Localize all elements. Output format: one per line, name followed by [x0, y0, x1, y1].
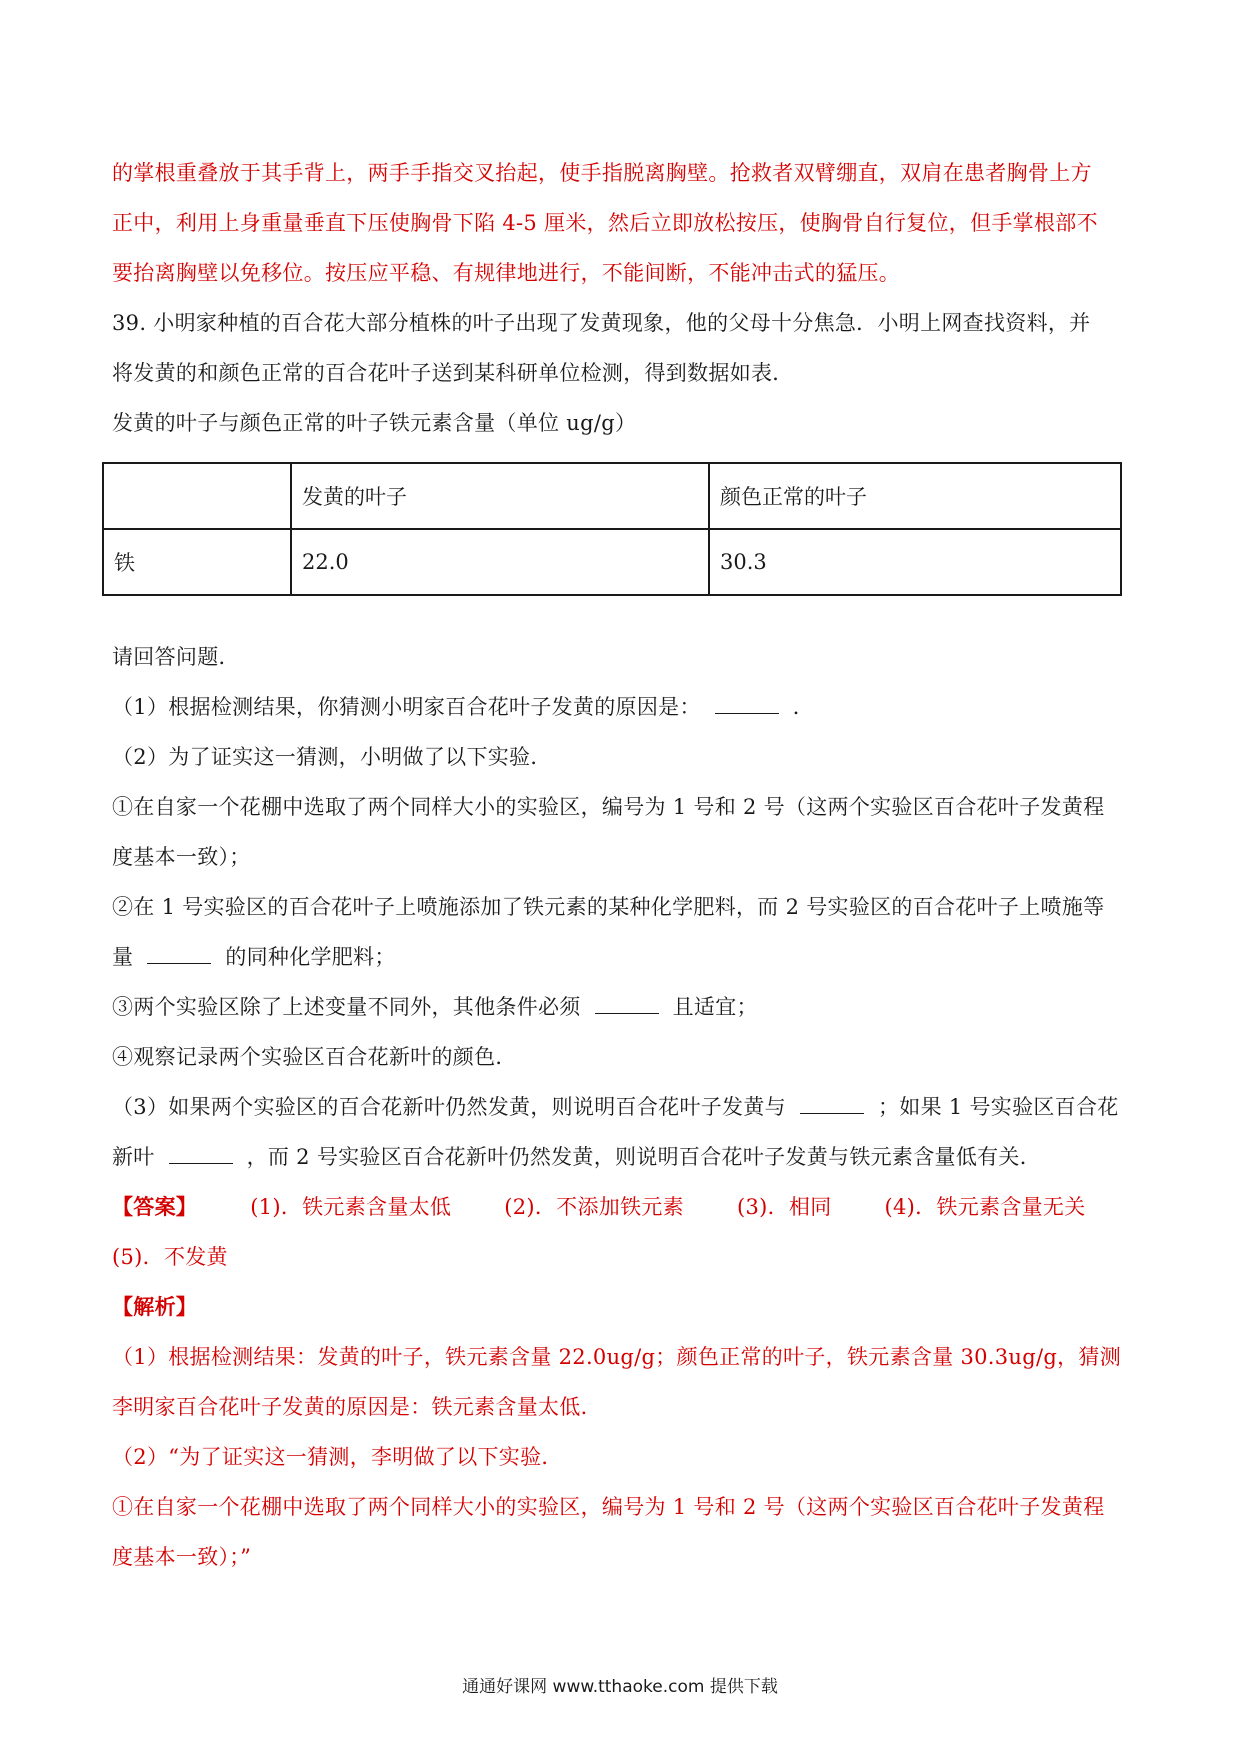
data-table: [102, 462, 1122, 596]
answer-item-5: (5)．不发黄: [112, 1245, 228, 1269]
q3-line-2: [112, 1132, 1138, 1182]
analysis-line: ①在自家一个花棚中选取了两个同样大小的实验区，编号为 1 号和 2 号（这两个实验区百合花叶子发黄程: [112, 1495, 1105, 1519]
step2-prefix: 量: [112, 945, 134, 969]
table-caption: 发黄的叶子与颜色正常的叶子铁元素含量（单位 ug/g）: [112, 411, 637, 435]
analysis-label: 【解析】: [112, 1294, 198, 1319]
q3-line-1: [112, 1082, 1138, 1132]
q3-blank-1: [800, 1093, 864, 1114]
step2-line-1: ②在 1 号实验区的百合花叶子上喷施添加了铁元素的某种化学肥料，而 2 号实验区的百合花叶子上喷施等: [112, 895, 1105, 919]
step3-blank: [595, 993, 659, 1014]
table-cell: 22.0: [291, 529, 709, 595]
analysis-line: （2）“为了证实这一猜测，李明做了以下实验．: [112, 1445, 563, 1469]
q3-prefix: （3）如果两个实验区的百合花新叶仍然发黄，则说明百合花叶子发黄与: [112, 1095, 786, 1119]
q1-text: （1）根据检测结果，你猜测小明家百合花叶子发黄的原因是：: [112, 695, 701, 719]
step3: [112, 982, 1138, 1032]
q3b-prefix: 新叶: [112, 1145, 155, 1169]
answer-item: (3)．相同: [736, 1195, 832, 1219]
table-header-cell: 发黄的叶子: [291, 463, 709, 529]
analysis-line: 度基本一致）；”: [112, 1545, 252, 1569]
answer-item: (4)．铁元素含量无关: [884, 1195, 1086, 1219]
answer-item: (2)．不添加铁元素: [504, 1195, 684, 1219]
document-page: [112, 148, 1138, 1582]
table-cell: 铁: [103, 529, 291, 595]
answer-row: [112, 1182, 1138, 1232]
q1-blank: [715, 693, 779, 714]
table-row: [103, 529, 1121, 595]
q3-suffix: ；如果 1 号实验区百合花: [877, 1095, 1119, 1119]
question-line-1: 39. 小明家种植的百合花大部分植株的叶子出现了发黄现象，他的父母十分焦急．小明上网查找资料，并: [112, 311, 1091, 335]
answer-label: 【答案】: [112, 1194, 198, 1219]
table-header-row: [103, 463, 1121, 529]
step2-line-2: [112, 932, 1138, 982]
intro-line-2: 正中，利用上身重量垂直下压使胸骨下陷 4-5 厘米，然后立即放松按压，使胸骨自行复位，但手掌根部不: [112, 211, 1098, 235]
intro-line-1: 的掌根重叠放于其手背上，两手手指交叉抬起，使手指脱离胸壁。抢救者双臂绷直，双肩在患者胸骨上方: [112, 161, 1092, 185]
q3-blank-2: [169, 1143, 233, 1164]
table-cell: 30.3: [709, 529, 1121, 595]
step1-line-1: ①在自家一个花棚中选取了两个同样大小的实验区，编号为 1 号和 2 号（这两个实验区百合花叶子发黄程: [112, 795, 1105, 819]
table-header-cell: 颜色正常的叶子: [709, 463, 1121, 529]
question-line-2: 将发黄的和颜色正常的百合花叶子送到某科研单位检测，得到数据如表．: [112, 361, 794, 385]
q3b-suffix: ，而 2 号实验区百合花新叶仍然发黄，则说明百合花叶子发黄与铁元素含量低有关．: [246, 1145, 1042, 1169]
answer-item: (1)．铁元素含量太低: [250, 1195, 452, 1219]
page-footer: 通通好课网 www.tthaoke.com 提供下载: [462, 1677, 778, 1697]
step2-blank: [147, 943, 211, 964]
q2: （2）为了证实这一猜测，小明做了以下实验．: [112, 745, 552, 769]
step1-line-2: 度基本一致）；: [112, 845, 251, 869]
step2-suffix: 的同种化学肥料；: [225, 945, 396, 969]
q1-suffix: ．: [792, 695, 815, 719]
q1: [112, 682, 1138, 732]
step4: ④观察记录两个实验区百合花新叶的颜色．: [112, 1045, 517, 1069]
table-header-cell: [103, 463, 291, 529]
analysis-line: （1）根据检测结果：发黄的叶子，铁元素含量 22.0ug/g；颜色正常的叶子，铁元素含量 30.3ug/g，猜测: [112, 1345, 1121, 1369]
analysis-line: 李明家百合花叶子发黄的原因是：铁元素含量太低．: [112, 1395, 602, 1419]
prompt: 请回答问题．: [112, 645, 240, 669]
step3-suffix: 且适宜；: [672, 995, 758, 1019]
intro-line-3: 要抬离胸壁以免移位。按压应平稳、有规律地进行，不能间断，不能冲击式的猛压。: [112, 261, 901, 285]
step3-prefix: ③两个实验区除了上述变量不同外，其他条件必须: [112, 995, 581, 1019]
